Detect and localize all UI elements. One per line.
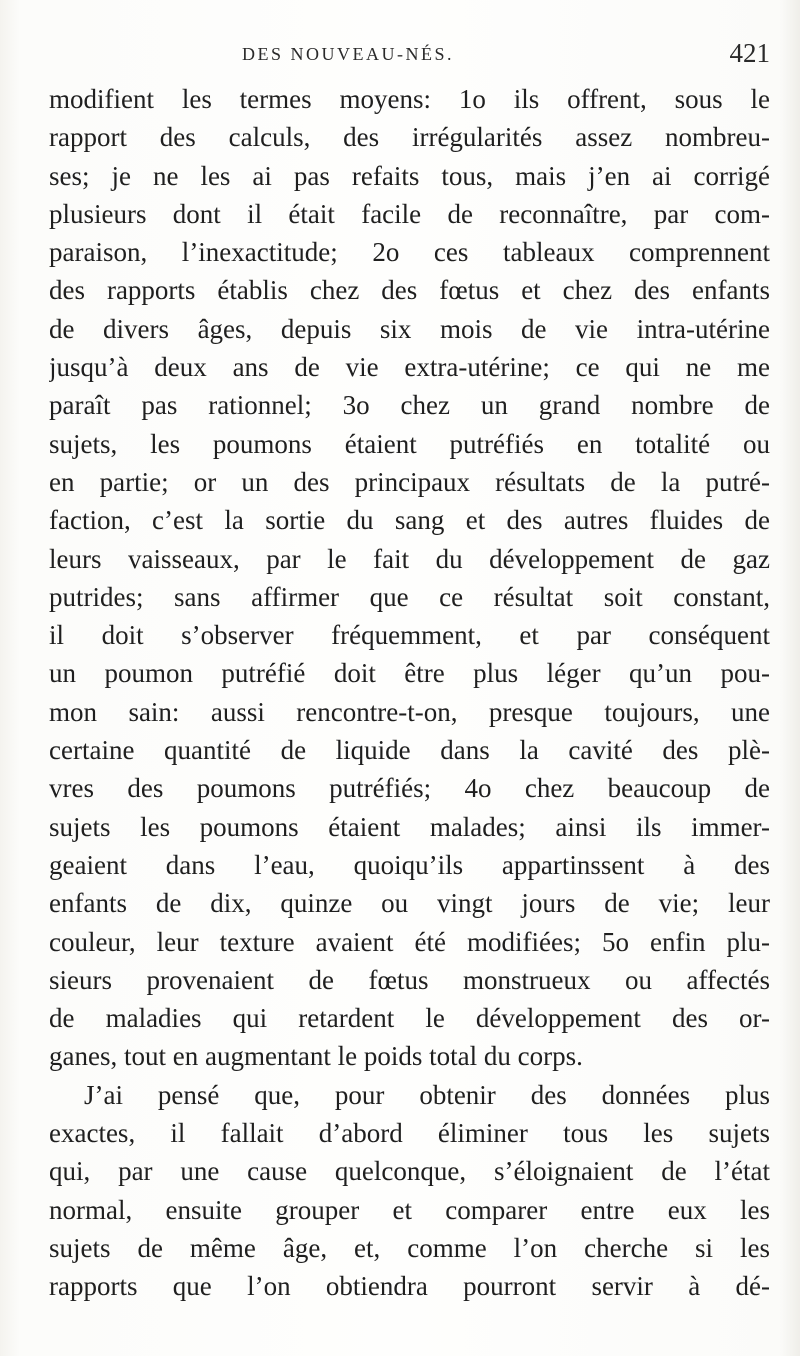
text-line: rapports que l’on obtiendra pourront servir à dé-	[49, 1271, 770, 1302]
page-number: 421	[729, 38, 770, 68]
text-line: enfants de dix, quinze ou vingt jours de vie; leur	[49, 888, 770, 919]
text-line: de divers âges, depuis six mois de vie intra-utérine	[49, 313, 770, 344]
text-line: il doit s’observer fréquemment, et par conséquent	[49, 620, 770, 651]
body-text	[49, 80, 770, 1306]
text-line: couleur, leur texture avaient été modifiées; 5o enfin plu-	[49, 926, 770, 957]
text-line: sujets de même âge, et, comme l’on cherche si les	[49, 1232, 770, 1263]
paragraph	[49, 1076, 770, 1306]
text-line: sujets les poumons étaient malades; ainsi ils immer-	[49, 811, 770, 842]
text-line: rapport des calculs, des irrégularités assez nombreu-	[49, 122, 770, 153]
text-line: plusieurs dont il était facile de reconnaître, par com-	[49, 198, 770, 229]
text-line: sujets, les poumons étaient putréfiés en totalité ou	[49, 428, 770, 459]
text-line: leurs vaisseaux, par le fait du développement de gaz	[49, 543, 770, 574]
text-line: sieurs provenaient de fœtus monstrueux ou affectés	[49, 964, 770, 995]
text-line: normal, ensuite grouper et comparer entre eux les	[49, 1194, 770, 1225]
text-line: modifient les termes moyens: 1o ils offrent, sous le	[49, 84, 770, 114]
text-line: certaine quantité de liquide dans la cavité des plè-	[49, 735, 770, 766]
text-line: mon sain: aussi rencontre-t-on, presque toujours, une	[49, 696, 770, 727]
text-line: un poumon putréfié doit être plus léger qu’un pou-	[49, 658, 770, 689]
page-header	[52, 34, 770, 74]
text-line: J’ai pensé que, pour obtenir des données plus	[84, 1079, 770, 1110]
text-line: paraison, l’inexactitude; 2o ces tableaux comprennent	[49, 237, 770, 268]
text-line: jusqu’à deux ans de vie extra-utérine; ce qui ne me	[49, 352, 770, 383]
text-line: putrides; sans affirmer que ce résultat soit constant,	[49, 581, 770, 612]
text-line: des rapports établis chez des fœtus et chez des enfants	[49, 275, 770, 306]
text-line: vres des poumons putréfiés; 4o chez beaucoup de	[49, 773, 770, 804]
text-line: geaient dans l’eau, quoiqu’ils appartinssent à des	[49, 849, 770, 880]
running-title: DES NOUVEAU-NÉS.	[242, 44, 454, 64]
text-line: exactes, il fallait d’abord éliminer tous les sujets	[49, 1118, 770, 1149]
paragraph	[49, 80, 770, 1076]
text-line: en partie; or un des principaux résultats de la putré-	[49, 466, 770, 497]
text-line: faction, c’est la sortie du sang et des autres fluides de	[49, 505, 770, 536]
text-line: qui, par une cause quelconque, s’éloignaient de l’état	[49, 1156, 770, 1187]
text-line: de maladies qui retardent le développement des or-	[49, 1003, 770, 1034]
text-line: ses; je ne les ai pas refaits tous, mais j’en ai corrigé	[49, 160, 770, 191]
text-line: ganes, tout en augmentant le poids total du corps.	[49, 1041, 583, 1072]
text-line: paraît pas rationnel; 3o chez un grand nombre de	[49, 390, 770, 421]
